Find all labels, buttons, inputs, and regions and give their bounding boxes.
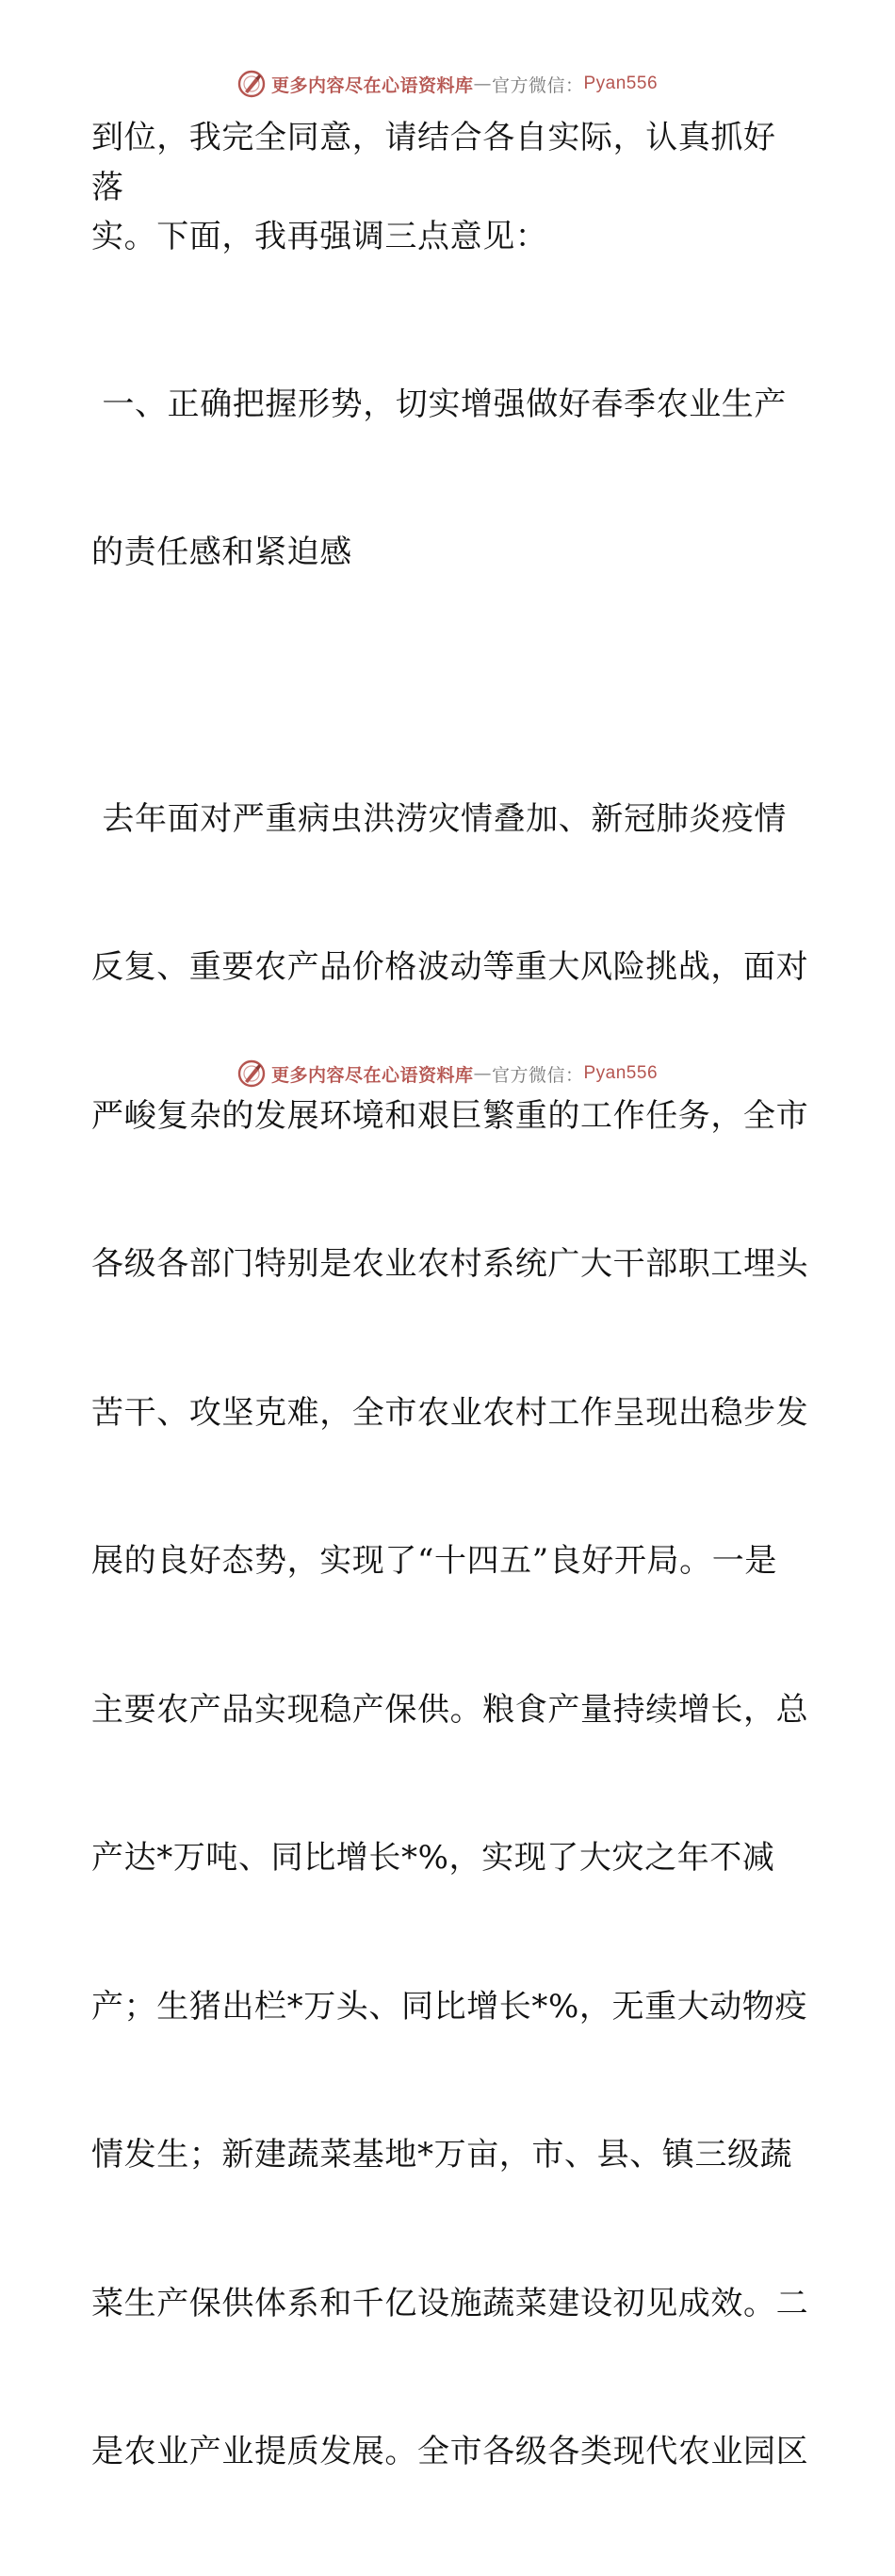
text-line: 产；生猪出栏*万头、同比增长*%，无重大动物疫 (91, 1987, 808, 2026)
heading-line: 的责任感和紧迫感 (91, 533, 352, 571)
header-watermark (0, 70, 895, 98)
watermark-wechat-id: Pyan556 (583, 74, 659, 93)
text-line: 苦干、攻坚克难，全市农业农村工作呈现出稳步发 (91, 1393, 809, 1432)
text-line: 主要农产品实现稳产保供。粮食产量持续增长，总 (91, 1690, 809, 1729)
watermark-separator: — (473, 74, 492, 94)
text-line: 到位，我完全同意，请结合各自实际，认真抓好落 (91, 119, 776, 206)
text-line: 各级各部门特别是农业农村系统广大干部职工埋头 (91, 1245, 809, 1283)
opening-paragraph (91, 113, 807, 262)
watermark-separator: — (473, 1063, 492, 1084)
fountain-pen-logo-icon (237, 1059, 266, 1088)
heading-line: 一、正确把握形势，切实增强做好春季农业生产 (91, 385, 788, 423)
text-line: 反复、重要农产品价格波动等重大风险挑战，面对 (91, 948, 809, 986)
watermark-text: 更多内容尽在心语资料库 (270, 1064, 474, 1086)
text-line: 情发生；新建蔬菜基地*万亩，市、县、镇三级蔬 (91, 2136, 793, 2174)
footer-watermark (0, 1059, 895, 1088)
watermark-label: 官方微信： (491, 74, 584, 96)
body-paragraph (91, 696, 807, 2576)
document-body (91, 113, 807, 2576)
text-line: 菜生产保供体系和千亿设施蔬菜建设初见成效。二 (91, 2284, 809, 2322)
watermark-text: 更多内容尽在心语资料库 (270, 74, 474, 96)
text-line: 去年面对严重病虫洪涝灾情叠加、新冠肺炎疫情 (91, 799, 788, 838)
text-line: 实。下面，我再强调三点意见： (91, 218, 548, 255)
watermark-label: 官方微信： (491, 1064, 584, 1086)
watermark-wechat-id: Pyan556 (583, 1063, 659, 1083)
text-line: 是农业产业提质发展。全市各级各类现代农业园区 (91, 2433, 809, 2470)
text-line: 展的良好态势，实现了“十四五”良好开局。一是 (91, 1542, 777, 1580)
fountain-pen-logo-icon (237, 70, 266, 98)
text-line: 产达*万吨、同比增长*%，实现了大灾之年不减 (91, 1839, 775, 1877)
text-line: 严峻复杂的发展环境和艰巨繁重的工作任务，全市 (91, 1096, 809, 1135)
section-heading (91, 281, 807, 677)
